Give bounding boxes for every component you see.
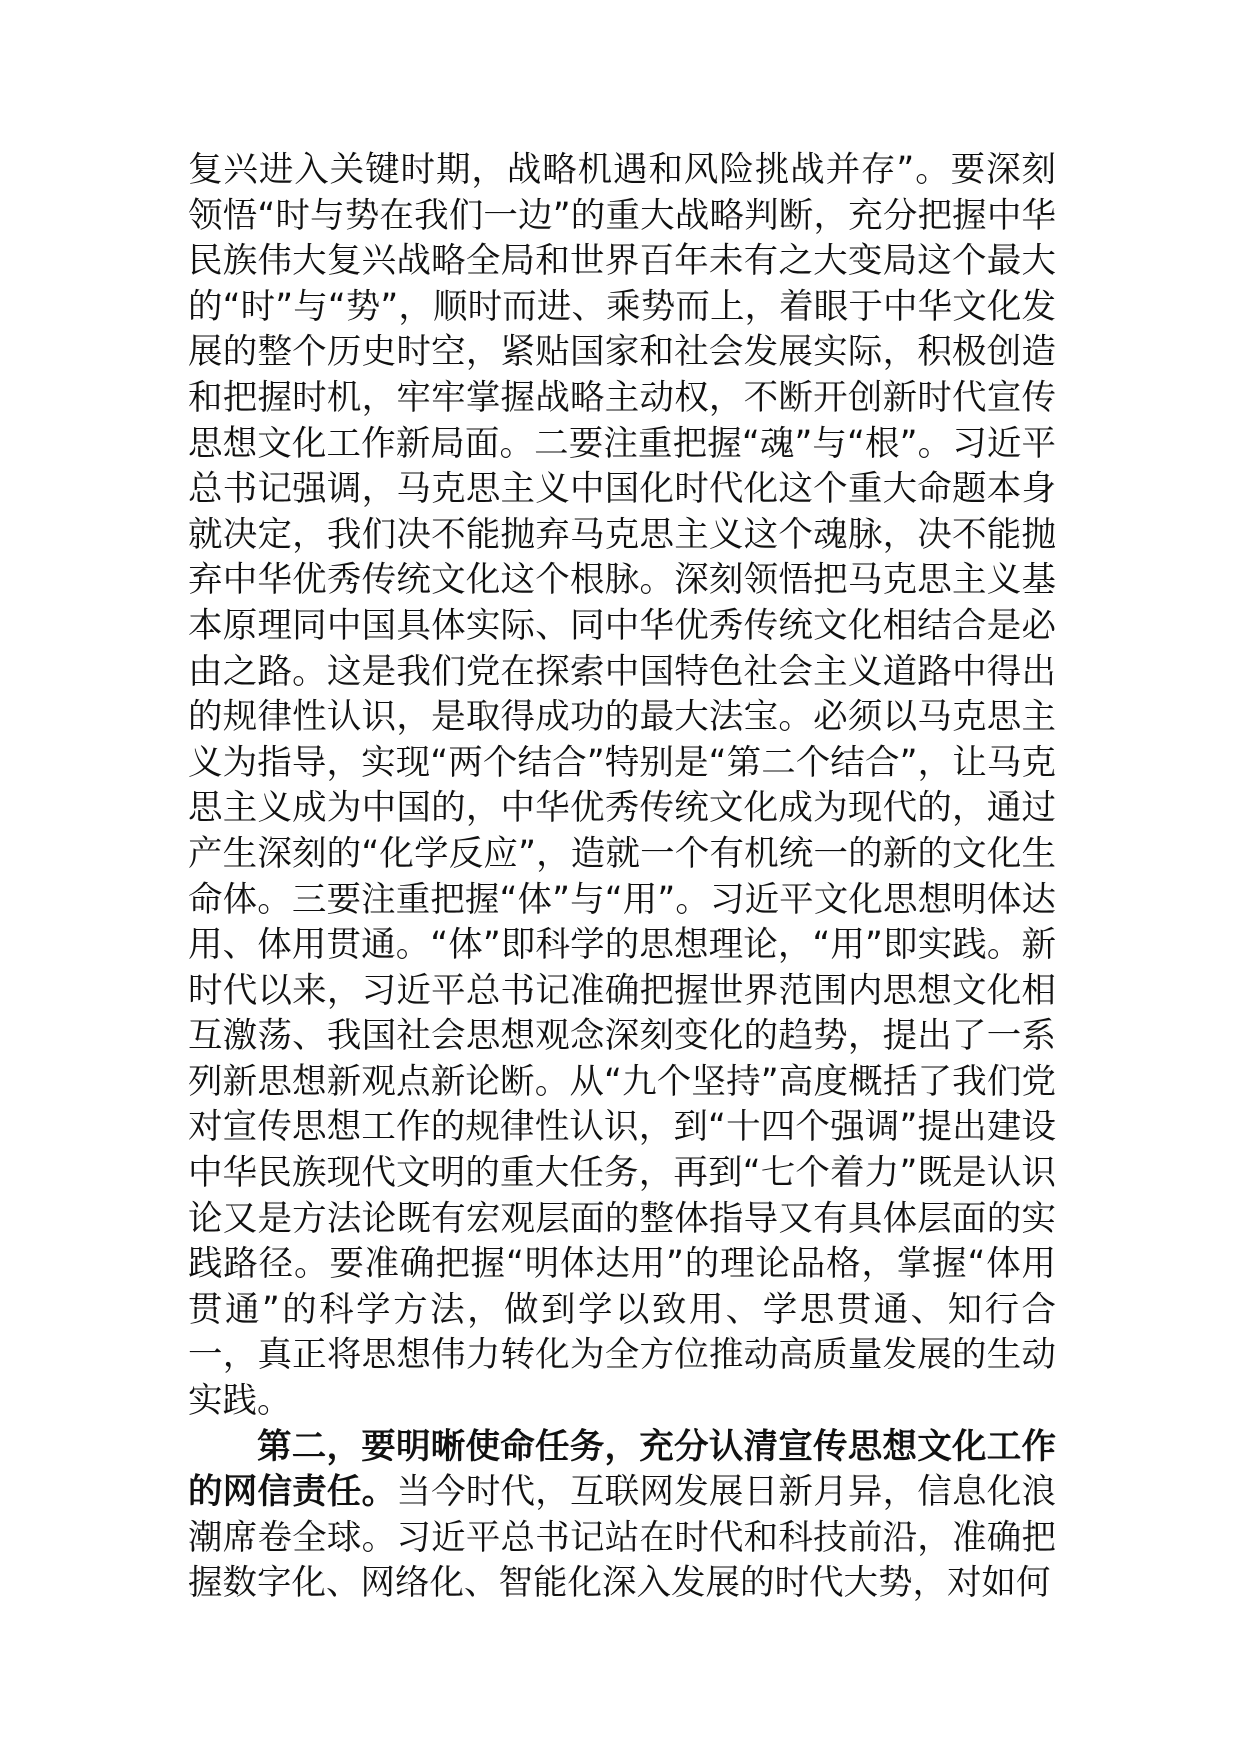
paragraph-1: 复兴进入关键时期，战略机遇和风险挑战并存”。要深刻领悟“时与势在我们一边”的重大战略判断，充分把握中华民族伟大复兴战略全局和世界百年未有之大变局这个最大的“时”与“势”，顺时而进、乘势而上，着眼于中华文化发展的整个历史时空，紧贴国家和社会发展实际，积极创造和把握时机，牢牢掌握战略主动权，不断开创新时代宣传思想文化工作新局面。二要注重把握“魂”与“根”。习近平总书记强调，马克思主义中国化时代化这个重大命题本身就决定，我们决不能抛弃马克思主义这个魂脉，决不能抛弃中华优秀传统文化这个根脉。深刻领悟把马克思主义基本原理同中国具体实际、同中华优秀传统文化相结合是必由之路。这是我们党在探索中国特色社会主义道路中得出的规律性认识，是取得成功的最大法宝。必须以马克思主义为指导，实现“两个结合”特别是“第二个结合”，让马克思主义成为中国的，中华优秀传统文化成为现代的，通过产生深刻的“化学反应”，造就一个有机统一的新的文化生命体。三要注重把握“体”与“用”。习近平文化思想明体达用、体用贯通。“体”即科学的思想理论，“用”即实践。新时代以来，习近平总书记准确把握世界范围内思想文化相互激荡、我国社会思想观念深刻变化的趋势，提出了一系列新思想新观点新论断。从“九个坚持”高度概括了我们党对宣传思想工作的规律性认识，到“十四个强调”提出建设中华民族现代文明的重大任务，再到“七个着力”既是认识论又是方法论既有宏观层面的整体指导又有具体层面的实践路径。要准确把握“明体达用”的理论品格，掌握“体用贯通”的科学方法，做到学以致用、学思贯通、知行合一，真正将思想伟力转化为全方位推动高质量发展的生动实践。: [188, 150, 1056, 1422]
document-body: [188, 148, 1056, 1607]
section-heading: 第二，要明晰使命任务，充分认清宣传思想文化工作的网信责任。: [188, 1426, 1056, 1513]
paragraph-2-body: 当今时代，互联网发展日新月异，信息化浪潮席卷全球。习近平总书记站在时代和科技前沿，准确把握数字化、网络化、智能化深入发展的时代大势，对如何: [188, 1472, 1056, 1604]
paragraph-2: [188, 1425, 1056, 1607]
